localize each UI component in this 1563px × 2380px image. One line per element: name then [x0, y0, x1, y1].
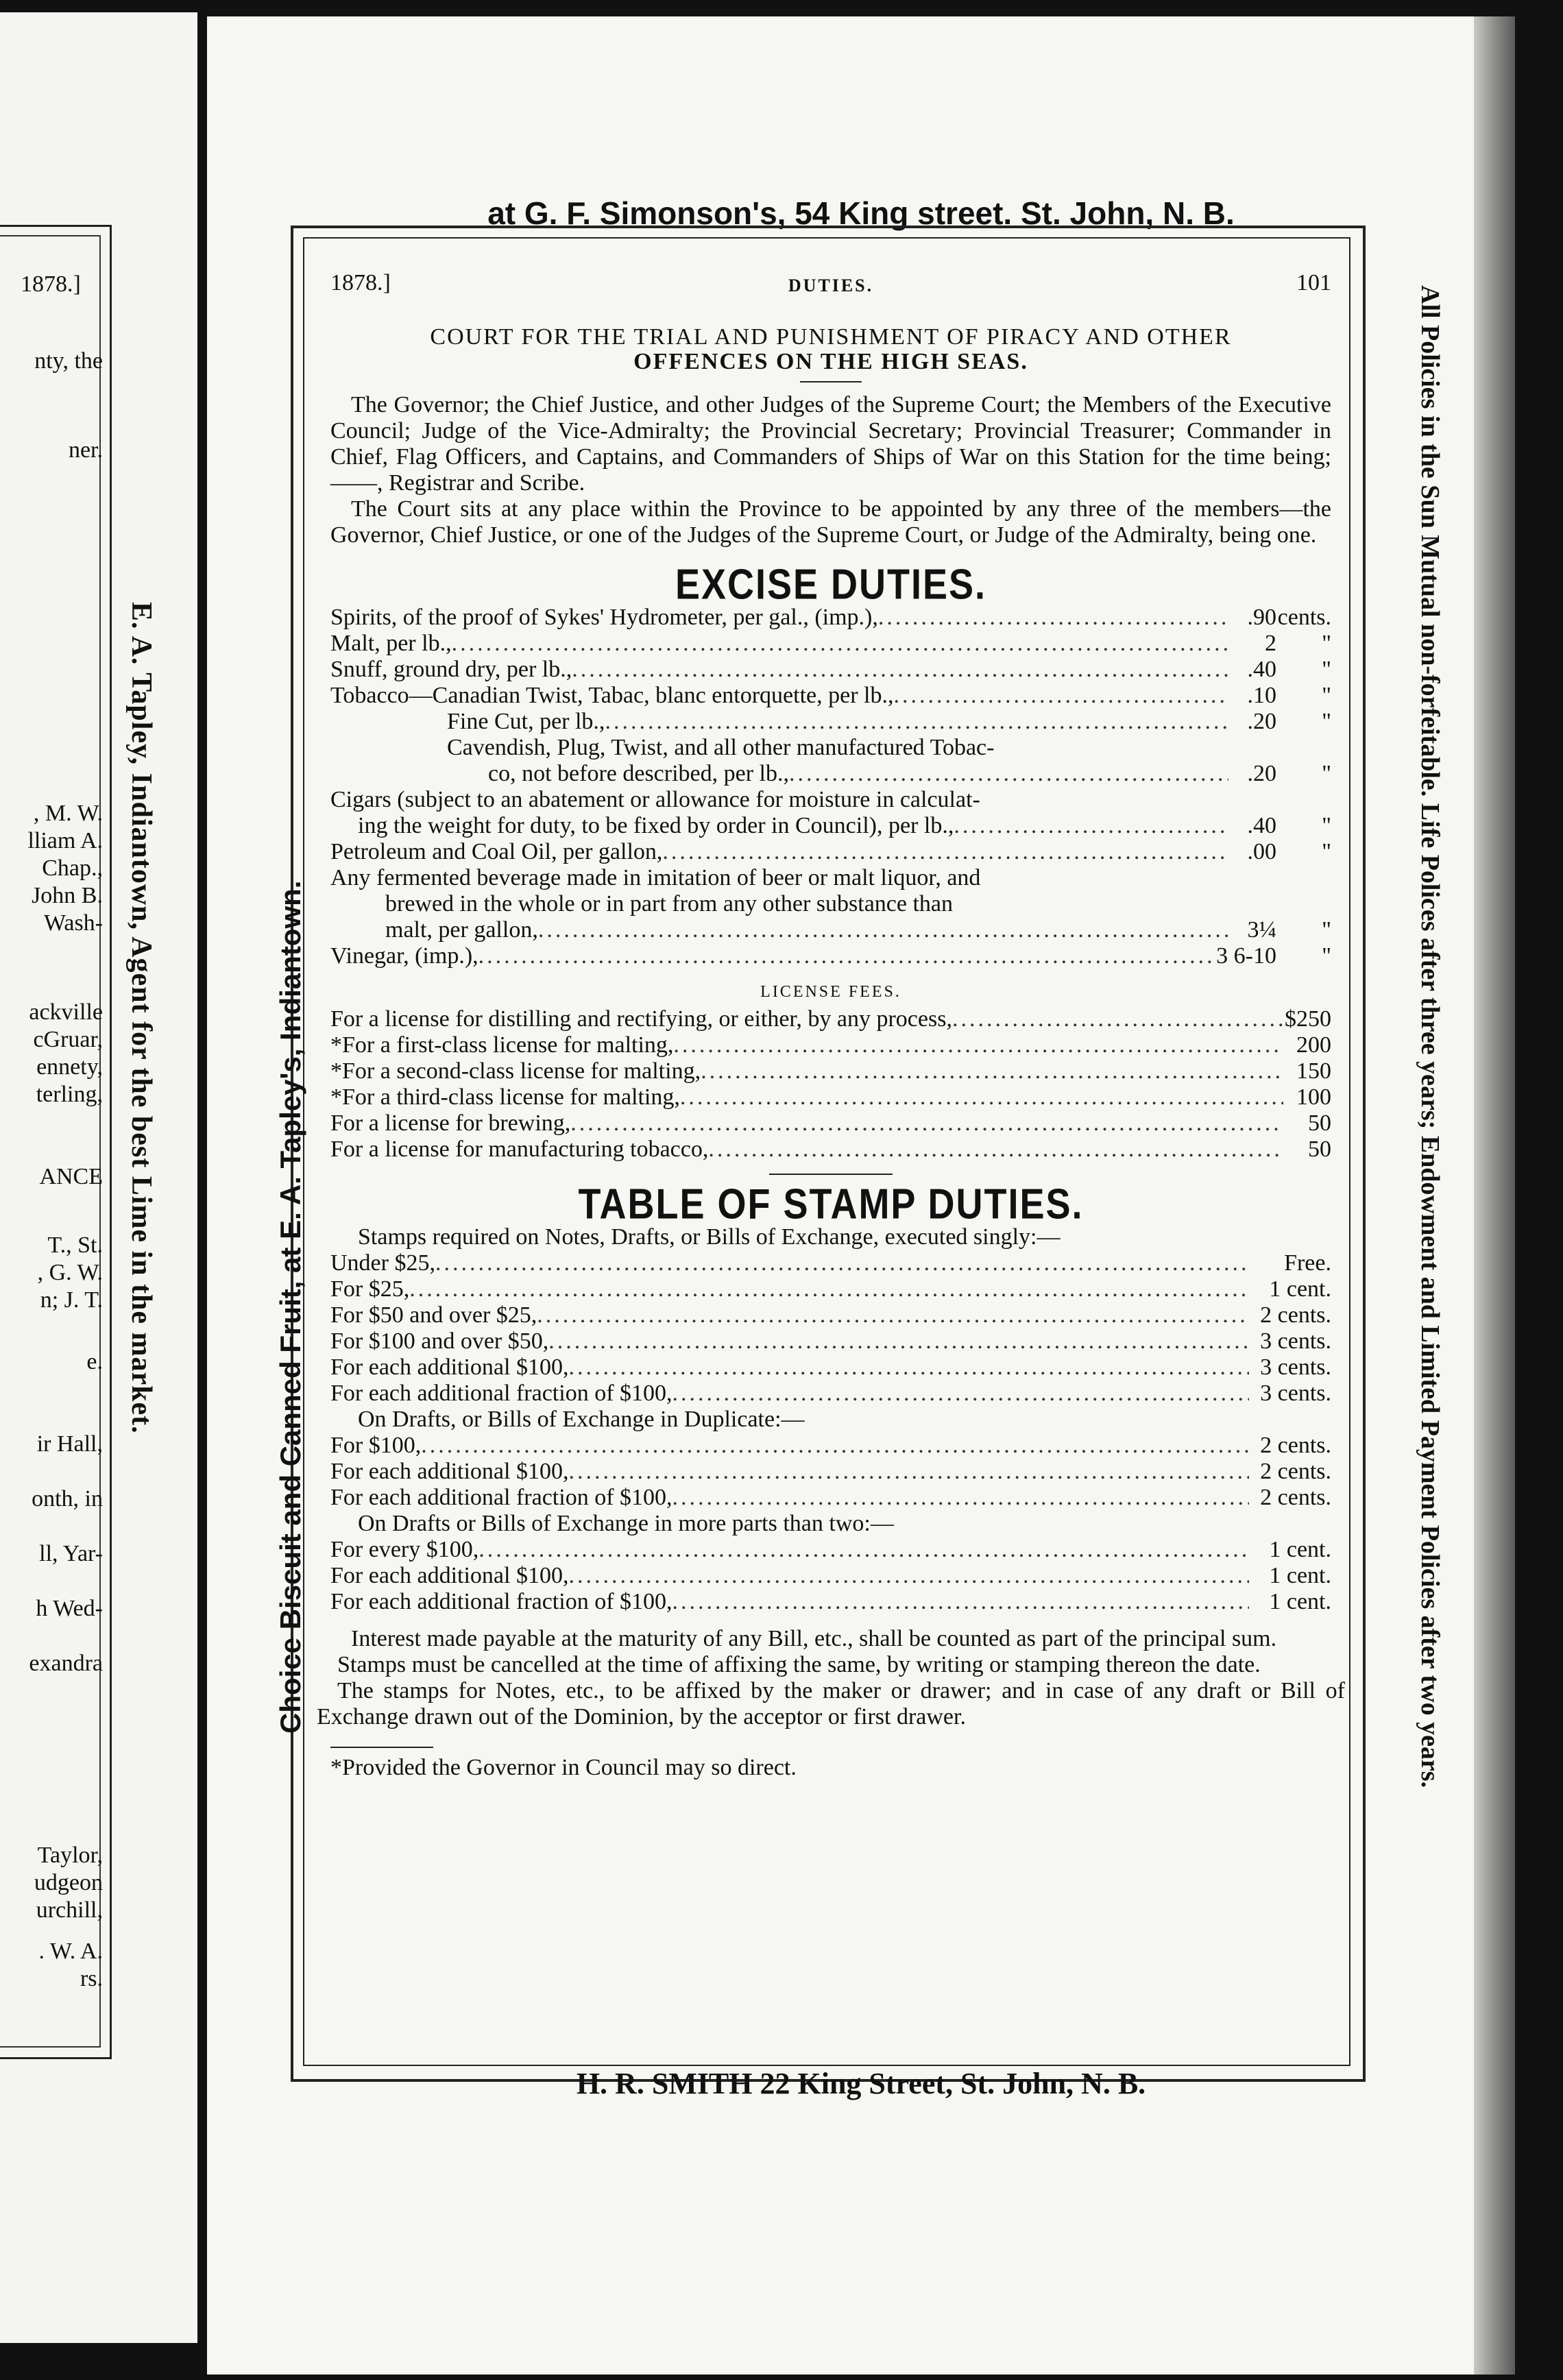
license-row: *For a third-class license for malting, ..... 100 — [330, 1084, 1331, 1110]
stamp-row: For each additional fraction of $100, ..... 3 cents. — [330, 1381, 1331, 1407]
duty-row: Spirits, of the proof of Sykes' Hydrometer, per gal., (imp.), ..... .90 cents. — [330, 605, 1331, 631]
stamp-row: For $100 and over $50, ..... 3 cents. — [330, 1328, 1331, 1355]
court-members-paragraph: The Governor; the Chief Justice, and other Judges of the Supreme Court; the Members of the Executive Council; Judge of the Vice-Admiralty; the Provincial Secretary; Provincial Treasurer; Commander in Chief, Flag Officers, and Captains, and Commanders of Ships of War on this Station for the time being;——, Registrar and Scribe. — [330, 392, 1331, 496]
excise-duties-heading: EXCISE DUTIES. — [675, 561, 987, 609]
left-page-year: 1878.] — [21, 271, 81, 297]
header-year: 1878.] — [330, 270, 391, 295]
left-page-line: , M. W. — [33, 801, 103, 826]
left-page-line: nty, the — [34, 348, 103, 374]
left-page-line: udgeon — [34, 1870, 103, 1895]
left-page-line: ennety, — [36, 1054, 103, 1080]
left-page-inner-frame — [0, 235, 101, 2048]
stamp-row: Under $25, ..... Free. — [330, 1250, 1331, 1276]
left-page-line: cGruar, — [33, 1027, 103, 1052]
duty-row-text: brewed in the whole or in part from any other substance than — [385, 891, 954, 916]
stamp-row: For $100, ..... 2 cents. — [330, 1433, 1331, 1459]
header-section: DUTIES. — [788, 276, 874, 295]
left-page-line: ner. — [68, 437, 103, 463]
left-page-line: . W. A. — [38, 1939, 103, 1964]
court-sitting-paragraph: The Court sits at any place within the Province to be appointed by any three of the members—the Governor, Chief Justice, or one of the Judges of the Supreme Court, or Judge of the Admiralty, being one. — [330, 496, 1331, 548]
duty-row: Tobacco—Canadian Twist, Tabac, blanc entorquette, per lb., ..... .10 " — [330, 683, 1331, 709]
stamp-row: For each additional $100, ..... 2 cents. — [330, 1459, 1331, 1485]
bottom-advertisement: H. R. SMITH 22 King Street, St. John, N. B. — [576, 2067, 1146, 2100]
stamp-duties-heading: TABLE OF STAMP DUTIES. — [578, 1180, 1084, 1228]
license-row: For a license for manufacturing tobacco, ..... 50 — [330, 1137, 1331, 1163]
left-page-line: n; J. T. — [40, 1287, 103, 1313]
left-page-line: onth, in — [32, 1486, 103, 1511]
page-content — [317, 263, 1345, 1781]
left-page-line: John B. — [32, 883, 103, 908]
stamp-row: For $25, ..... 1 cent. — [330, 1276, 1331, 1302]
duty-row: Petroleum and Coal Oil, per gallon, ..... .00 " — [330, 839, 1331, 865]
license-row: For a license for distilling and rectifying, or either, by any process, ..... $250 — [330, 1006, 1331, 1032]
stamp-row: For each additional fraction of $100, ..... 2 cents. — [330, 1485, 1331, 1511]
duty-row-text: Any fermented beverage made in imitation of beer or malt liquor, and — [330, 865, 981, 890]
license-row: *For a second-class license for malting, ..... 150 — [330, 1058, 1331, 1084]
stamp-note-affix: The stamps for Notes, etc., to be affixed by the maker or drawer; and in case of any draft or Bill of Exchange drawn out of the Dominion, by the acceptor or first drawer. — [317, 1678, 1345, 1729]
stamp-row: For $50 and over $25, ..... 2 cents. — [330, 1302, 1331, 1328]
stamp-note-cancel: Stamps must be cancelled at the time of affixing the same, by writing or stamping thereon the date. — [337, 1652, 1261, 1677]
page-number: 101 — [1296, 270, 1331, 295]
left-page-line: exandra — [29, 1651, 103, 1676]
left-page-line: lliam A. — [27, 828, 103, 853]
top-advertisement: at G. F. Simonson's, 54 King street. St. John, N. B. — [487, 195, 1235, 231]
court-heading: COURT FOR THE TRIAL AND PUNISHMENT OF PIRACY AND OTHER — [430, 324, 1232, 350]
left-page-line: T., St. — [47, 1232, 103, 1258]
court-heading-line2: OFFENCES ON THE HIGH SEAS. — [633, 349, 1028, 374]
left-page-line: Taylor, — [37, 1843, 103, 1868]
right-page — [207, 16, 1515, 2375]
left-page-line: Wash- — [43, 910, 103, 936]
license-row: For a license for brewing, ..... 50 — [330, 1110, 1331, 1137]
left-page-line: terling, — [36, 1082, 103, 1107]
duty-row: Malt, per lb., ..... 2 " — [330, 631, 1331, 657]
stamp-intro: Stamps required on Notes, Drafts, or Bills of Exchange, executed singly:— — [358, 1224, 1061, 1250]
stamp-row: For each additional $100, ..... 1 cent. — [330, 1563, 1331, 1589]
left-page-line: ll, Yar- — [39, 1541, 103, 1566]
duty-row: co, not before described, per lb., ..... .20 " — [488, 761, 1331, 787]
duty-row: Vinegar, (imp.), ..... 3 6-10 " — [330, 943, 1331, 969]
left-page-line: e. — [86, 1349, 103, 1374]
duty-row-text: Cigars (subject to an abatement or allowance for moisture in calculat- — [330, 787, 980, 812]
license-row: *For a first-class license for malting, ..... 200 — [330, 1032, 1331, 1058]
divider — [769, 1174, 893, 1175]
left-page-line: urchill, — [36, 1897, 103, 1923]
duty-row: Fine Cut, per lb., ..... .20 " — [447, 709, 1331, 735]
left-page-line: ackville — [29, 999, 103, 1025]
stamp-note-interest: Interest made payable at the maturity of any Bill, etc., shall be counted as part of the principal sum. — [351, 1626, 1277, 1651]
duty-row: malt, per gallon, ..... 3¼ " — [385, 917, 1331, 943]
right-vertical-advertisement: All Policies in the Sun Mutual non-forfeitable. Life Polices after three years; Endowment and Limited Payment Policies after two years. — [1416, 285, 1444, 1788]
page-edge — [1474, 16, 1515, 2375]
running-header — [317, 263, 1345, 304]
left-vertical-advertisement: Choice Biscuit and Canned Fruit, at E. A. Tapley's, Indiantown. — [274, 880, 306, 1734]
left-page-line: , G. W. — [37, 1260, 103, 1285]
duty-row: Snuff, ground dry, per lb., ..... .40 " — [330, 657, 1331, 683]
left-page-line: Chap., — [42, 855, 103, 881]
left-page-line: h Wed- — [36, 1596, 103, 1621]
left-page — [0, 12, 197, 2343]
duty-row-text: Cavendish, Plug, Twist, and all other manufactured Tobac- — [447, 735, 995, 760]
left-page-line: ANCE — [39, 1164, 103, 1189]
stamp-row: For each additional $100, ..... 3 cents. — [330, 1355, 1331, 1381]
footnote-rule — [330, 1747, 433, 1748]
footnote: *Provided the Governor in Council may so direct. — [330, 1755, 797, 1780]
divider — [800, 381, 862, 382]
duty-row: ing the weight for duty, to be fixed by order in Council), per lb., ..... .40 " — [358, 813, 1331, 839]
left-page-line: rs. — [80, 1966, 103, 1991]
stamp-subheading: On Drafts, or Bills of Exchange in Duplicate:— — [358, 1407, 805, 1432]
stamp-row: For each additional fraction of $100, ..... 1 cent. — [330, 1589, 1331, 1615]
left-page-vertical-ad: E. A. Tapley, Indiantown, Agent for the best Lime in the market. — [125, 602, 157, 1434]
left-page-line: ir Hall, — [36, 1431, 103, 1457]
stamp-subheading: On Drafts or Bills of Exchange in more parts than two:— — [358, 1511, 894, 1536]
stamp-row: For every $100, ..... 1 cent. — [330, 1537, 1331, 1563]
license-fees-heading: LICENSE FEES. — [760, 983, 901, 1001]
